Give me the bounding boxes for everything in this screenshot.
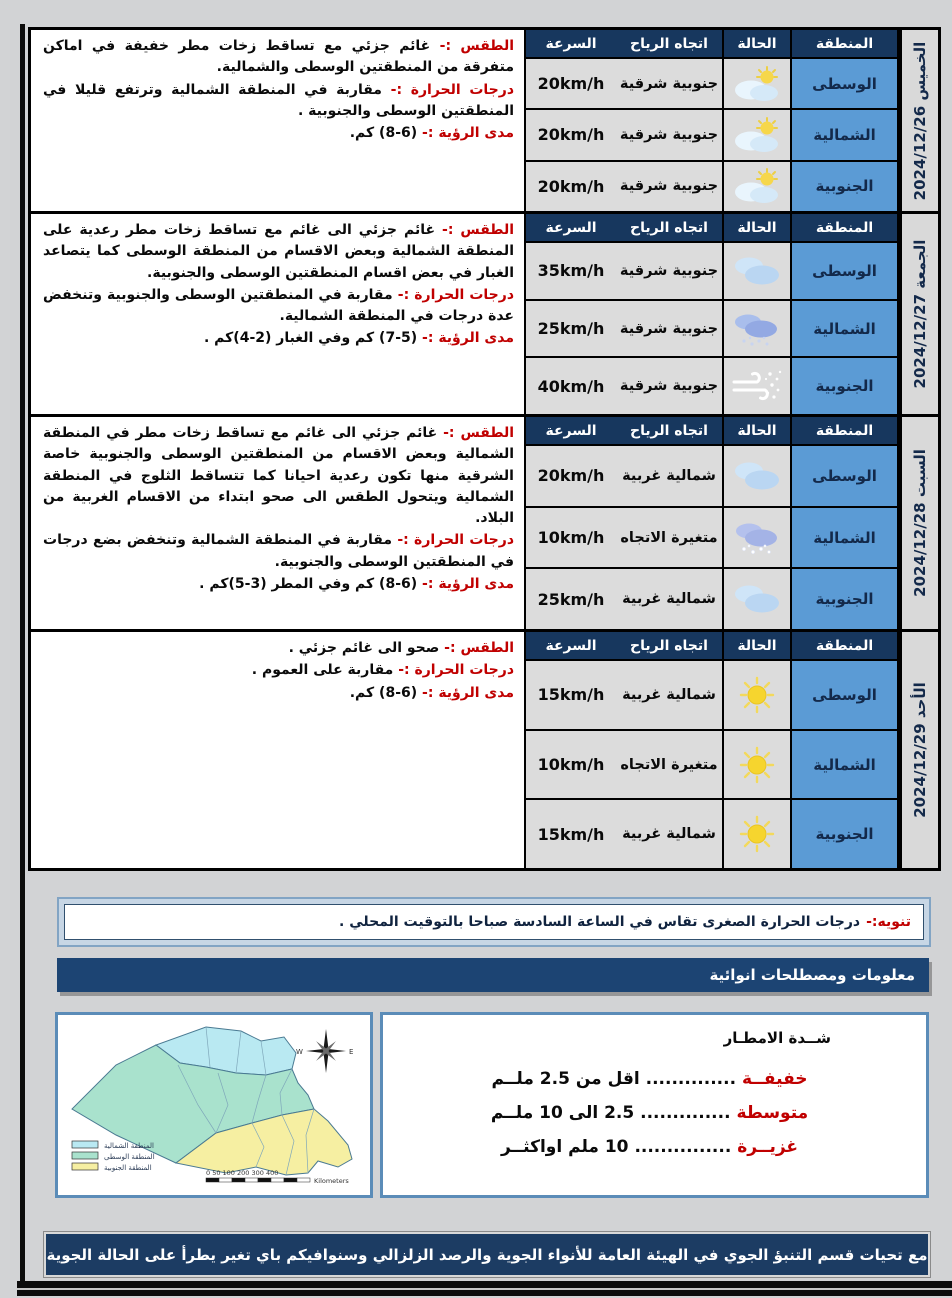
table-row: [526, 108, 899, 159]
rain-intensity-item: [468, 1069, 831, 1089]
region-cell: الشمالية: [792, 110, 899, 159]
partly-cloudy-icon: [730, 65, 784, 103]
sunny-icon: [730, 676, 784, 714]
cloudy-icon: [730, 457, 784, 495]
table-header-row: [526, 417, 899, 444]
wind-speed-cell: 40km/h: [526, 358, 616, 414]
region-cell: الوسطى: [792, 446, 899, 506]
wind-direction-cell: جنوبية شرقية: [616, 59, 724, 108]
rain-icon: [730, 310, 784, 348]
desc-text: (6-8) كم وفي المطر (3-5)كم .: [199, 575, 418, 592]
table-header-row: [526, 30, 899, 57]
forecast-columns: [524, 632, 902, 868]
header-wind-direction: اتجاه الرياح: [616, 30, 724, 57]
day-section-friday: [31, 214, 938, 417]
svg-text:0 50 100 200 300: 0 50 100 200 300 400: [206, 1169, 279, 1177]
weather-desc-line: [43, 423, 514, 529]
notice-label: تنويه:-: [866, 914, 911, 930]
header-speed: السرعة: [545, 637, 597, 654]
wind-direction-cell: جنوبية شرقية: [616, 162, 724, 211]
weather-desc-line: [43, 36, 514, 79]
legend-label-south: المنطقة الجنوبية: [104, 1164, 152, 1172]
map-legend: [72, 1141, 155, 1172]
wind-speed-cell: 15km/h: [526, 661, 616, 729]
header-region: المنطقة: [792, 417, 899, 444]
wind-direction-cell: شمالية غربية: [616, 661, 724, 729]
table-header-row: [526, 214, 899, 241]
rain-intensity-item: [468, 1103, 831, 1123]
desc-text: غائم جزئي الى غائم مع تساقط زخات مطر رعدية على المنطقة الشمالية وبعض الاقسام من المنطقة الوسطى كما يتصاعد الغبار في بعض اقسام المنطقتين الوسطى والجنوبية.: [43, 222, 514, 281]
wind-speed-cell: 15km/h: [526, 800, 616, 868]
scale-unit-label: Kilometers: [314, 1177, 349, 1185]
header-speed: السرعة: [545, 35, 597, 52]
header-region: المنطقة: [792, 214, 899, 241]
day-section-sunday: [31, 632, 938, 868]
desc-label: مدى الرؤية :-: [422, 125, 514, 142]
desc-label: الطقس :-: [443, 425, 515, 441]
notice-box: [57, 897, 931, 947]
condition-cell: [724, 243, 792, 299]
region-cell: الشمالية: [792, 731, 899, 799]
rain-intensity-title: شــدة الامطـار: [723, 1029, 831, 1047]
dust-icon: [730, 367, 784, 405]
table-row: [526, 299, 899, 357]
rain-level-value: اقل من 2.5 ملــم: [491, 1069, 640, 1089]
legend-label-central: المنطقة الوسطى: [104, 1153, 155, 1161]
iraq-regions-map: [55, 1012, 373, 1198]
wind-direction-cell: جنوبية شرقية: [616, 243, 724, 299]
day-section-thursday: [31, 30, 938, 214]
cloudy-icon: [730, 252, 784, 290]
desc-text: مقاربة في المنطقة الشمالية وترتفع قليلا في المنطقتين الوسطى والجنوبية .: [43, 81, 514, 119]
partly-cloudy-icon: [730, 167, 784, 205]
header-condition: الحالة: [724, 30, 792, 57]
legend-label-north: المنطقة الشمالية: [104, 1142, 154, 1150]
header-region: المنطقة: [792, 30, 899, 57]
rain-level-value: 2.5 الى 10 ملــم: [490, 1103, 635, 1123]
map-scale-bar: [206, 1169, 349, 1185]
visibility-desc-line: [43, 683, 514, 704]
condition-cell: [724, 358, 792, 414]
wind-speed-cell: 25km/h: [526, 569, 616, 629]
wind-direction-cell: شمالية غربية: [616, 569, 724, 629]
wind-speed-cell: 10km/h: [526, 731, 616, 799]
wind-direction-cell: متغيرة الاتجاه: [616, 731, 724, 799]
forecast-description: [31, 417, 524, 629]
scan-frame-left: [20, 24, 25, 1296]
wind-direction-cell: جنوبية شرقية: [616, 358, 724, 414]
temperature-desc-line: [43, 660, 514, 681]
wind-speed-cell: 20km/h: [526, 59, 616, 108]
rain-intensity-item: [468, 1137, 831, 1157]
day-section-saturday: [31, 417, 938, 632]
desc-text: (5-7) كم وفي الغبار (2-4)كم .: [203, 330, 418, 347]
desc-text: (6-8) كم.: [349, 684, 418, 701]
rain-intensity-panel: [380, 1012, 929, 1198]
desc-label: درجات الحرارة :-: [397, 532, 515, 549]
table-row: [526, 567, 899, 629]
wind-speed-cell: 35km/h: [526, 243, 616, 299]
day-date-label: الخميس 2024/12/26: [911, 41, 929, 200]
region-cell: الجنوبية: [792, 569, 899, 629]
scan-frame-bottom: [17, 1281, 952, 1296]
table-row: [526, 57, 899, 108]
rain-level-value: 10 ملم اواكثــر: [500, 1137, 629, 1157]
dots-leader: ..............: [640, 1103, 731, 1123]
header-wind-direction: اتجاه الرياح: [616, 214, 724, 241]
condition-cell: [724, 162, 792, 211]
weather-desc-line: [43, 638, 514, 659]
forecast-columns: [524, 214, 902, 414]
condition-cell: [724, 661, 792, 729]
header-condition: الحالة: [724, 417, 792, 444]
table-row: [526, 356, 899, 414]
desc-label: الطقس :-: [442, 222, 514, 238]
visibility-desc-line: [43, 574, 514, 595]
wind-direction-cell: متغيرة الاتجاه: [616, 508, 724, 568]
iraq-map-graphic: [58, 1015, 370, 1195]
header-condition: الحالة: [724, 632, 792, 659]
condition-cell: [724, 59, 792, 108]
wind-speed-cell: 25km/h: [526, 301, 616, 357]
desc-label: الطقس :-: [439, 38, 514, 54]
desc-label: درجات الحرارة :-: [398, 662, 514, 679]
condition-cell: [724, 301, 792, 357]
snow-icon: [730, 519, 784, 557]
rain-level-name: خفيفــة: [741, 1069, 808, 1089]
forecast-description: [31, 632, 524, 868]
table-header-row: [526, 632, 899, 659]
table-row: [526, 241, 899, 299]
notice-text: [64, 904, 924, 940]
header-speed: السرعة: [545, 219, 597, 236]
desc-text: مقاربة في المنطقتين الوسطى والجنوبية وتنخفض عدة درجات في المنطقة الشمالية.: [43, 286, 514, 325]
sunny-icon: [730, 746, 784, 784]
condition-cell: [724, 731, 792, 799]
desc-text: غائم جزئي مع تساقط زخات مطر خفيفة في اماكن متفرقة من المنطقتين الوسطى والشمالية.: [43, 38, 514, 76]
day-date-label: الأحد 2024/12/29: [911, 682, 929, 818]
forecast-description: [31, 30, 524, 211]
cloudy-icon: [730, 580, 784, 618]
forecast-columns: [524, 417, 902, 629]
desc-label: الطقس :-: [444, 640, 514, 656]
weather-desc-line: [43, 220, 514, 284]
desc-text: مقاربة في المنطقة الشمالية وتنخفض بضع درجات في المنطقتين الوسطى والجنوبية.: [43, 532, 514, 570]
date-column: [902, 30, 938, 211]
date-column: [902, 632, 938, 868]
region-cell: الجنوبية: [792, 162, 899, 211]
region-cell: الوسطى: [792, 243, 899, 299]
temperature-desc-line: [43, 530, 514, 573]
day-date-label: السبت 2024/12/28: [911, 449, 929, 597]
temperature-desc-line: [43, 285, 514, 328]
table-row: [526, 659, 899, 729]
header-wind-direction: اتجاه الرياح: [616, 417, 724, 444]
dots-leader: ...............: [634, 1137, 732, 1157]
svg-text:W: W: [296, 1048, 303, 1056]
desc-label: مدى الرؤية :-: [422, 330, 514, 347]
header-speed: السرعة: [545, 422, 597, 439]
header-condition: الحالة: [724, 214, 792, 241]
desc-label: مدى الرؤية :-: [422, 684, 514, 701]
desc-text: صحو الى غائم جزئي .: [288, 640, 440, 656]
condition-cell: [724, 800, 792, 868]
wind-direction-cell: شمالية غربية: [616, 446, 724, 506]
table-row: [526, 506, 899, 568]
header-wind-direction: اتجاه الرياح: [616, 632, 724, 659]
visibility-desc-line: [43, 328, 514, 349]
condition-cell: [724, 569, 792, 629]
visibility-desc-line: [43, 123, 514, 144]
table-row: [526, 444, 899, 506]
desc-label: مدى الرؤية :-: [422, 575, 514, 592]
condition-cell: [724, 508, 792, 568]
forecast-table: [28, 27, 941, 871]
rain-level-name: متوسطة: [736, 1103, 809, 1123]
wind-direction-cell: شمالية غربية: [616, 800, 724, 868]
rain-level-name: غزيــرة: [737, 1137, 799, 1157]
region-cell: الشمالية: [792, 301, 899, 357]
wind-speed-cell: 20km/h: [526, 446, 616, 506]
partly-cloudy-icon: [730, 116, 784, 154]
dots-leader: ..............: [645, 1069, 737, 1089]
wind-speed-cell: 20km/h: [526, 110, 616, 159]
desc-label: درجات الحرارة :-: [397, 286, 515, 303]
table-row: [526, 798, 899, 868]
svg-text:E: E: [349, 1048, 354, 1056]
temperature-desc-line: [43, 80, 514, 123]
footer-greeting-bar: مع تحيات قسم التنبؤ الجوي في الهيئة العامة للأنواء الجوية والرصد الزلزالي وسنوافيكم باي تغير يطرأ على الحالة الجوية: [44, 1232, 930, 1277]
region-cell: الوسطى: [792, 59, 899, 108]
table-row: [526, 729, 899, 799]
forecast-columns: [524, 30, 902, 211]
compass-rose-icon: [296, 1029, 353, 1073]
day-date-label: الجمعة 2024/12/27: [911, 239, 929, 389]
header-region: المنطقة: [792, 632, 899, 659]
desc-text: (6-8) كم.: [349, 125, 418, 142]
desc-text: مقاربة على العموم .: [251, 662, 394, 679]
date-column: [902, 214, 938, 414]
wind-direction-cell: جنوبية شرقية: [616, 301, 724, 357]
notice-body: درجات الحرارة الصغرى تقاس في الساعة السادسة صباحا بالتوقيت المحلي .: [339, 914, 861, 930]
condition-cell: [724, 110, 792, 159]
desc-text: غائم جزئي الى غائم مع تساقط زخات مطر في المنطقة الشمالية وبعض الاقسام من المنطقتين الوسطى والجنوبية خاصة الشرقية منها تكون رعدية احيانا كما تتساقط الثلوج في المنطقة الشمالية ويتحول الطقس الى صحو ابتداء من الاقسام الغربية من البلاد.: [43, 425, 514, 527]
region-cell: الجنوبية: [792, 358, 899, 414]
region-cell: الوسطى: [792, 661, 899, 729]
rain-intensity-list: [413, 1069, 831, 1157]
wind-direction-cell: جنوبية شرقية: [616, 110, 724, 159]
wind-speed-cell: 20km/h: [526, 162, 616, 211]
desc-label: درجات الحرارة :-: [390, 81, 515, 98]
forecast-description: [31, 214, 524, 414]
info-terms-header: معلومات ومصطلحات انوائية: [57, 958, 929, 992]
region-cell: الشمالية: [792, 508, 899, 568]
date-column: [902, 417, 938, 629]
region-cell: الجنوبية: [792, 800, 899, 868]
table-row: [526, 160, 899, 211]
condition-cell: [724, 446, 792, 506]
wind-speed-cell: 10km/h: [526, 508, 616, 568]
sunny-icon: [730, 815, 784, 853]
